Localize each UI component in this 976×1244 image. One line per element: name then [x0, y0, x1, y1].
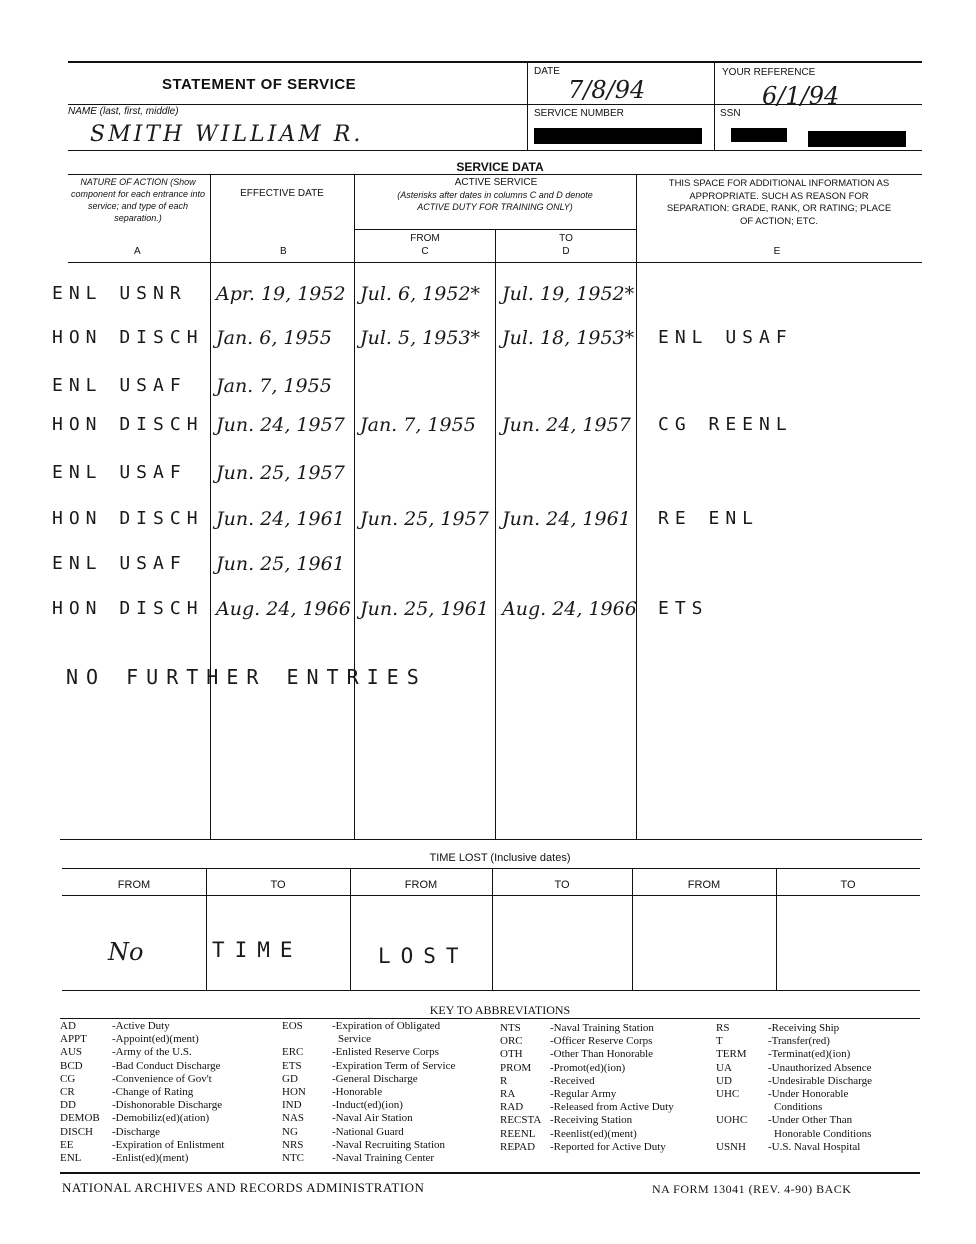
key-definition: -Convenience of Gov't: [112, 1072, 212, 1085]
key-abbreviation: TERM: [716, 1048, 747, 1061]
key-abbreviation: REPAD: [500, 1140, 536, 1153]
key-abbreviation: RA: [500, 1088, 516, 1101]
your-reference-label: YOUR REFERENCE: [722, 67, 816, 78]
key-abbreviation: CG: [60, 1072, 76, 1085]
key-entry: [60, 1086, 224, 1099]
key-definition: -Unauthorized Absence: [768, 1061, 872, 1074]
key-definition: -Appoint(ed)(ment): [112, 1033, 199, 1046]
ssn-redaction-2: [808, 131, 906, 147]
key-definition: -Officer Reserve Corps: [550, 1035, 653, 1048]
key-definition: -Reported for Active Duty: [550, 1140, 666, 1153]
col-d-e-divider: [636, 175, 637, 840]
key-definition: -Naval Training Station: [550, 1022, 654, 1034]
key-abbreviation: RS: [716, 1022, 730, 1034]
key-definition: -Expiration of Obligated: [332, 1020, 441, 1032]
key-top-rule: [60, 1018, 920, 1019]
date-label: DATE: [534, 66, 560, 77]
key-entry: [716, 1088, 872, 1101]
key-definition: -Transfer(red): [768, 1035, 830, 1048]
key-entry: [500, 1022, 674, 1035]
key-definition: -Receiving Ship: [768, 1022, 840, 1034]
key-entry: [60, 1126, 224, 1139]
time-lost-top-rule: [62, 868, 920, 869]
key-abbreviation: EOS: [282, 1020, 303, 1032]
col-b-header: EFFECTIVE DATE: [240, 188, 324, 199]
row-6-col-a: HON DISCH: [52, 508, 204, 529]
tl-head-4: TO: [554, 879, 570, 891]
row-2-col-a: HON DISCH: [52, 327, 204, 348]
key-definition: -Under Honorable: [768, 1088, 849, 1101]
time-lost-entry-lost: LOST: [378, 944, 469, 968]
key-abbreviation: APPT: [60, 1033, 87, 1046]
key-abbreviation: AUS: [60, 1046, 83, 1059]
row-6-col-e: RE ENL: [658, 508, 760, 529]
tl-head-5: FROM: [687, 879, 721, 891]
row-1-col-b: Apr. 19, 1952: [216, 283, 346, 305]
time-lost-head-rule: [62, 895, 920, 896]
key-definition: Honorable Conditions: [774, 1127, 872, 1140]
key-definition: -Undesirable Discharge: [768, 1074, 872, 1087]
key-abbreviation: IND: [282, 1099, 302, 1112]
key-column-1: [60, 1020, 224, 1165]
key-abbreviation: NTC: [282, 1152, 304, 1165]
key-abbreviation: BCD: [60, 1059, 83, 1072]
key-abbreviation: UD: [716, 1074, 732, 1087]
key-entry: [282, 1020, 455, 1033]
col-a-header: NATURE OF ACTION (Show component for each entrance into service; and type of each separation.): [70, 177, 206, 223]
key-entry: [500, 1114, 674, 1127]
key-entry: [716, 1128, 872, 1141]
key-title: KEY TO ABBREVIATIONS: [429, 1003, 571, 1017]
key-definition: -Expiration of Enlistment: [112, 1138, 225, 1151]
tl-head-3: FROM: [404, 879, 438, 891]
key-abbreviation: ORC: [500, 1035, 523, 1048]
key-abbreviation: UOHC: [716, 1114, 748, 1127]
key-entry: [282, 1126, 455, 1139]
row-5-col-a: ENL USAF: [52, 462, 187, 483]
ssn-label: SSN: [720, 108, 741, 119]
row-2-col-c: Jul. 5, 1953*: [360, 327, 481, 349]
key-definition: -Honorable: [332, 1086, 383, 1099]
key-entry: [60, 1152, 224, 1165]
key-abbreviation: PROM: [500, 1061, 532, 1074]
col-b-c-divider: [354, 175, 355, 840]
key-abbreviation: DISCH: [60, 1125, 94, 1138]
key-entry: [60, 1046, 224, 1059]
key-entry: [60, 1033, 224, 1046]
key-abbreviation: EE: [60, 1138, 74, 1151]
footer-rule: [60, 1172, 920, 1174]
key-abbreviation: USNH: [716, 1140, 746, 1153]
service-number-label: SERVICE NUMBER: [534, 108, 624, 119]
key-definition: -Change of Rating: [112, 1086, 194, 1099]
time-lost-title: TIME LOST (Inclusive dates): [429, 852, 571, 864]
key-abbreviation: DD: [60, 1099, 76, 1112]
time-lost-entry-time: TIME: [212, 938, 303, 962]
key-definition: -Enlisted Reserve Corps: [332, 1046, 439, 1059]
key-entry: [716, 1048, 872, 1061]
key-entry: [282, 1073, 455, 1086]
key-entry: [60, 1060, 224, 1073]
key-abbreviation: RECSTA: [500, 1114, 542, 1127]
name-value: SMITH WILLIAM R.: [90, 122, 364, 147]
your-reference-value: 6/1/94: [762, 82, 840, 110]
date-value: 7/8/94: [568, 76, 646, 104]
row-3-col-b: Jan. 7, 1955: [216, 375, 332, 397]
key-entry: [716, 1022, 872, 1035]
key-definition: Service: [338, 1033, 371, 1046]
key-entry: [716, 1075, 872, 1088]
key-abbreviation: NRS: [282, 1138, 304, 1151]
service-data-title: SERVICE DATA: [456, 160, 544, 174]
key-definition: -Naval Recruiting Station: [332, 1138, 446, 1151]
row-1-col-d: Jul. 19, 1952*: [502, 283, 635, 305]
key-definition: -National Guard: [332, 1125, 404, 1138]
key-abbreviation: UA: [716, 1061, 732, 1074]
key-abbreviation: GD: [282, 1072, 298, 1085]
key-abbreviation: REENL: [500, 1127, 536, 1140]
row-8-col-b: Aug. 24, 1966: [216, 598, 351, 620]
key-entry: [282, 1086, 455, 1099]
row-6-col-c: Jun. 25, 1957: [360, 508, 489, 530]
key-entry: [282, 1046, 455, 1059]
key-entry: [282, 1033, 455, 1046]
key-entry: [716, 1101, 872, 1114]
row-7-col-b: Jun. 25, 1961: [216, 553, 345, 575]
time-lost-entry-no: No: [108, 938, 144, 966]
key-column-3: [500, 1022, 674, 1154]
row-3-col-a: ENL USAF: [52, 375, 187, 396]
key-entry: [500, 1035, 674, 1048]
key-definition: -Receiving Station: [550, 1114, 633, 1127]
key-definition: -Bad Conduct Discharge: [112, 1059, 221, 1072]
key-entry: [716, 1062, 872, 1075]
ssn-redaction-1: [731, 128, 787, 142]
key-abbreviation: NTS: [500, 1022, 521, 1034]
active-service-note: (Asterisks after dates in columns C and D denote ACTIVE DUTY FOR TRAINING ONLY): [397, 190, 593, 212]
key-definition: -Released from Active Duty: [550, 1101, 674, 1114]
col-a-b-divider: [210, 175, 211, 840]
key-entry: [500, 1101, 674, 1114]
key-abbreviation: ERC: [282, 1046, 304, 1059]
key-entry: [282, 1099, 455, 1112]
key-entry: [60, 1020, 224, 1033]
key-entry: [716, 1035, 872, 1048]
service-number-redaction: [534, 128, 702, 144]
row-8-col-a: HON DISCH: [52, 598, 204, 619]
key-definition: Conditions: [774, 1101, 823, 1114]
top-rule: [68, 61, 922, 63]
col-c-d-divider: [495, 230, 496, 840]
key-abbreviation: RAD: [500, 1101, 524, 1114]
key-entry: [716, 1141, 872, 1154]
key-entry: [500, 1048, 674, 1061]
service-data-bottom-rule: [60, 839, 922, 840]
key-entry: [282, 1060, 455, 1073]
service-data-top-rule: [68, 174, 922, 175]
key-abbreviation: R: [500, 1074, 508, 1087]
active-service-header: ACTIVE SERVICE: [454, 177, 538, 188]
key-entry: [282, 1112, 455, 1125]
col-e-header: THIS SPACE FOR ADDITIONAL INFORMATION AS APPROPRIATE. SUCH AS REASON FOR SEPARATION: GRADE, RANK, OR RATING; PLACE OF ACTION; ETC.: [666, 178, 892, 227]
header-bottom-rule: [68, 150, 922, 151]
row-1-col-a: ENL USNR: [52, 283, 187, 304]
key-entry: [60, 1099, 224, 1112]
col-c-letter: C: [421, 246, 429, 257]
row-8-col-d: Aug. 24, 1966: [502, 598, 637, 620]
column-head-rule: [68, 262, 922, 263]
key-entry: [60, 1139, 224, 1152]
row-7-col-a: ENL USAF: [52, 553, 187, 574]
row-4-col-c: Jan. 7, 1955: [360, 414, 476, 436]
key-definition: -Terminat(ed)(ion): [768, 1048, 851, 1061]
row-5-col-b: Jun. 25, 1957: [216, 462, 345, 484]
key-entry: [500, 1062, 674, 1075]
key-entry: [282, 1139, 455, 1152]
key-definition: -Regular Army: [550, 1088, 617, 1101]
row-1-col-c: Jul. 6, 1952*: [360, 283, 481, 305]
row-6-col-d: Jun. 24, 1961: [502, 508, 631, 530]
key-definition: -Dishonorable Discharge: [112, 1099, 223, 1112]
key-entry: [60, 1112, 224, 1125]
key-definition: -Discharge: [112, 1125, 161, 1138]
no-further-entries: NO FURTHER ENTRIES: [66, 665, 427, 689]
key-entry: [500, 1075, 674, 1088]
key-definition: -Active Duty: [112, 1020, 170, 1032]
key-abbreviation: ENL: [60, 1152, 82, 1165]
row-2-col-d: Jul. 18, 1953*: [502, 327, 635, 349]
key-entry: [500, 1141, 674, 1154]
row-4-col-e: CG REENL: [658, 414, 793, 435]
row-2-col-b: Jan. 6, 1955: [216, 327, 332, 349]
key-definition: -Received: [550, 1074, 595, 1087]
tl-head-1: FROM: [117, 879, 151, 891]
col-d-letter: D: [562, 246, 570, 257]
key-definition: -Reenlist(ed)(ment): [550, 1127, 637, 1140]
key-definition: -Demobiliz(ed)(ation): [112, 1112, 210, 1125]
key-definition: -Army of the U.S.: [112, 1046, 192, 1059]
footer-form-number: NA FORM 13041 (REV. 4-90) BACK: [652, 1182, 852, 1196]
col-b-letter: B: [280, 246, 287, 257]
key-abbreviation: T: [716, 1035, 723, 1048]
name-label: NAME (last, first, middle): [68, 106, 179, 117]
key-definition: -Promot(ed)(ion): [550, 1061, 626, 1074]
time-lost-bottom-rule: [62, 990, 920, 991]
key-definition: -Enlist(ed)(ment): [112, 1152, 189, 1165]
row-6-col-b: Jun. 24, 1961: [216, 508, 345, 530]
active-service-split-rule: [355, 229, 636, 230]
key-definition: -Under Other Than: [768, 1114, 853, 1127]
key-definition: -General Discharge: [332, 1072, 418, 1085]
key-entry: [282, 1152, 455, 1165]
key-abbreviation: NAS: [282, 1112, 305, 1125]
date-divider: [527, 62, 528, 150]
key-abbreviation: HON: [282, 1086, 306, 1099]
key-entry: [60, 1073, 224, 1086]
ref-divider: [714, 62, 715, 150]
key-abbreviation: CR: [60, 1086, 75, 1099]
key-definition: -Naval Training Center: [332, 1152, 435, 1165]
key-entry: [716, 1114, 872, 1127]
form-title: STATEMENT OF SERVICE: [162, 76, 357, 93]
key-entry: [500, 1128, 674, 1141]
key-definition: -U.S. Naval Hospital: [768, 1140, 861, 1153]
key-column-2: [282, 1020, 455, 1165]
footer-agency: NATIONAL ARCHIVES AND RECORDS ADMINISTRATION: [62, 1180, 425, 1195]
key-abbreviation: ETS: [282, 1059, 302, 1072]
key-abbreviation: DEMOB: [60, 1112, 100, 1125]
tl-head-2: TO: [270, 879, 286, 891]
key-column-4: [716, 1022, 872, 1154]
row-4-col-b: Jun. 24, 1957: [216, 414, 345, 436]
key-definition: -Naval Air Station: [332, 1112, 413, 1125]
col-a-letter: A: [134, 246, 141, 257]
key-entry: [500, 1088, 674, 1101]
key-definition: -Induct(ed)(ion): [332, 1099, 403, 1112]
key-abbreviation: UHC: [716, 1088, 740, 1101]
tl-head-6: TO: [840, 879, 856, 891]
row-4-col-d: Jun. 24, 1957: [502, 414, 631, 436]
row-4-col-a: HON DISCH: [52, 414, 204, 435]
col-d-header: TO: [559, 233, 573, 244]
row-2-col-e: ENL USAF: [658, 327, 793, 348]
col-c-header: FROM: [410, 233, 440, 244]
key-definition: -Expiration Term of Service: [332, 1059, 456, 1072]
row-8-col-e: ETS: [658, 598, 709, 619]
key-abbreviation: NG: [282, 1125, 298, 1138]
key-abbreviation: AD: [60, 1020, 76, 1032]
col-e-letter: E: [773, 246, 781, 257]
key-abbreviation: OTH: [500, 1048, 523, 1061]
key-definition: -Other Than Honorable: [550, 1048, 654, 1061]
row-8-col-c: Jun. 25, 1961: [360, 598, 489, 620]
